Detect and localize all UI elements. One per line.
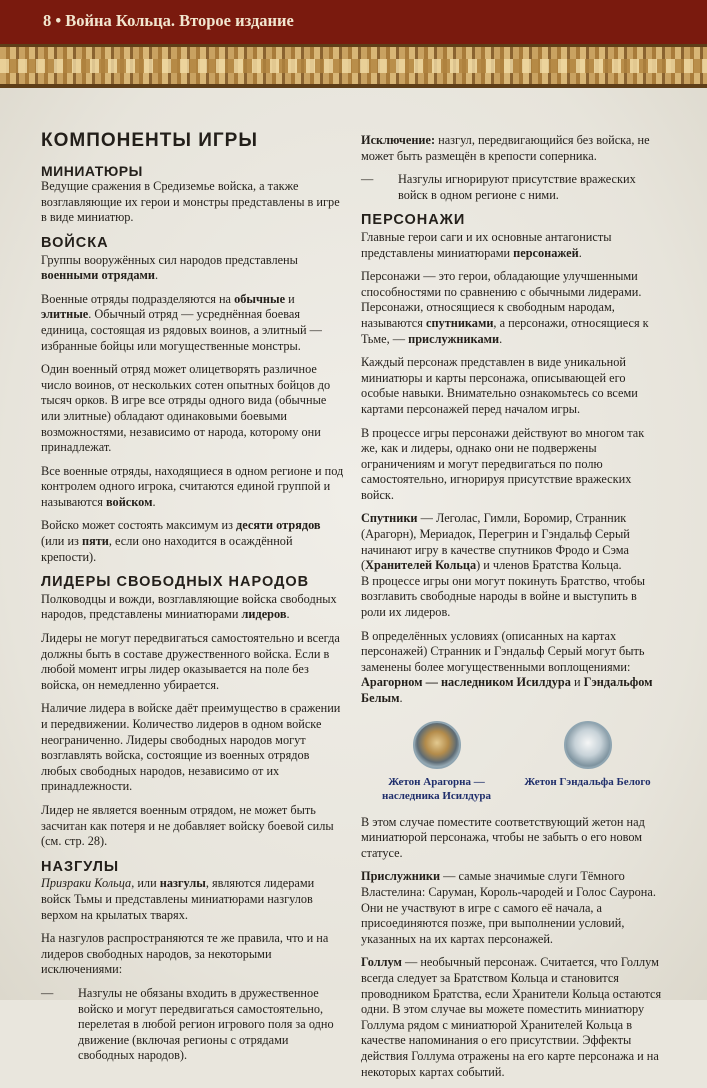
army-paragraph-1: Группы вооружённых сил народов представлены военными отрядами. (41, 252, 298, 283)
gandalf-token-caption: Жетон Гэндальфа Белого (524, 775, 651, 788)
right-column (361, 133, 663, 1088)
characters-paragraph-2: Персонажи — это герои, обладающие улучшенными способностями по сравнению с обычными лидерами. Персонажи, относящиеся к свободным народам, называются спутниками, а персонажи, относящиеся к Тьме, — прислужниками. (361, 269, 649, 346)
gandalf-token (518, 721, 658, 803)
leaders-paragraph-1: Полководцы и вожди, возглавляющие войска свободных народов, представлены миниатюрами лидеров. (41, 591, 337, 622)
ornament-band (0, 59, 707, 73)
left-column (41, 130, 346, 1072)
miniatures-text: Ведущие сражения в Средиземье войска, а также возглавляющие их герои и монстры представлены в игре в виде миниатюр. (41, 179, 340, 225)
nazgul-paragraph-2: На назгулов распространяются те же правила, что и на лидеров свободных народов, за некоторыми исключениями: (41, 931, 329, 977)
characters-paragraph-3: Каждый персонаж представлен в виде уникальной миниатюры и карты персонажа, описывающей его особые навыки. Внимательно ознакомьтесь со всеми картами персонажей перед началом игры. (361, 355, 638, 416)
characters-paragraph-1: Главные герои саги и их основные антагонисты представлены миниатюрами персонажей. (361, 229, 612, 260)
aragorn-token-icon (413, 721, 461, 769)
transform-paragraph: В определённых условиях (описанных на картах персонажей) Странник и Гэндальф Серый могут быть заменены более могущественными воплощениями: Арагорном — наследником Исилдура и Гэндальфом Белым. (361, 628, 653, 705)
leaders-paragraph-2: Лидеры не могут передвигаться самостоятельно и всегда должны быть в составе дружественного войска. Если в любой момент игры лидер оказывается на поле без войска, он немедленно убирается. (41, 631, 340, 692)
miniatures-heading: МИНИАТЮРЫ (41, 162, 143, 179)
leaders-paragraph-4: Лидер не является военным отрядом, не может быть засчитан как потеря и не добавляет войску боевой силы (см. стр. 28). (41, 802, 334, 849)
bullet-dash: — (41, 985, 54, 1000)
nazgul-rule-2 (361, 172, 663, 203)
bullet-text: Назгулы игнорируют присутствие вражеских войск в одном регионе с ними. (398, 172, 636, 202)
token-paragraph: В этом случае поместите соответствующий жетон над миниатюрой персонажа, чтобы не забыть о его новом статусе. (361, 814, 645, 860)
bullet-text: Назгулы не обязаны входить в дружественное войско и могут передвигаться самостоятельно, перелетая в любой регион игрового поля за одно движение (включая регионы с отрядами свободных народов). (78, 985, 334, 1063)
companions-paragraph: Спутники — Леголас, Гимли, Боромир, Странник (Арагорн), Мериадок, Перегрин и Гэндальф Серый начинают игру в качестве спутников Фродо и Сэма (Хранителей Кольца) и членов Братства Кольца. В процессе игры они могут покинуть Братство, чтобы возглавить свободные народы в войне и выступить в роли их лидеров. (361, 511, 646, 620)
aragorn-token (367, 721, 507, 803)
exception-paragraph: Исключение: назгул, передвигающийся без войска, не может быть размещён в крепости соперника. (361, 133, 650, 163)
gandalf-token-icon (564, 721, 612, 769)
page-header (0, 0, 707, 44)
header-title: 8 • Война Кольца. Второе издание (43, 11, 294, 30)
nazgul-paragraph-1: Призраки Кольца, или назгулы, являются лидерами войск Тьмы и представлены миниатюрами назгулов верхом на крылатых тварях. (41, 876, 315, 922)
army-paragraph-3: Один военный отряд может олицетворять различное число воинов, от нескольких сотен опытных бойцов до тысяч орков. В игре все отряды одного вида (обычные или элитные) обладают одинаковыми боевыми возможностями, независимо от народа, которому они принадлежат. (41, 362, 331, 455)
aragorn-token-caption: Жетон Арагорна — наследника Исилдура (382, 775, 491, 802)
section-heading: КОМПОНЕНТЫ ИГРЫ (41, 130, 258, 151)
minions-paragraph: Прислужники — самые значимые слуги Тёмного Властелина: Саруман, Король-чародей и Голос Саурона. Они не участвуют в игре с самого её начала, а присоединяются позже, при выполнении условий, указанных на их картах персонажей. (361, 869, 656, 946)
characters-heading: ПЕРСОНАЖИ (361, 212, 466, 229)
leaders-paragraph-3: Наличие лидера в войске даёт преимущество в сражении и передвижении. Количество лидеров в одном войске неограниченно. Лидеры свободных народов могут возглавлять войска, состоящие из военных отрядов любых свободных народов, независимо от их принадлежности. (41, 701, 341, 794)
token-images (361, 721, 663, 803)
army-paragraph-2: Военные отряды подразделяются на обычные и элитные. Обычный отряд — усреднённая боевая единица, состоящая из рядовых воинов, а элитный — избранные бойцы или могущественные монстры. (41, 291, 322, 353)
bullet-dash: — (361, 172, 374, 187)
army-paragraph-4: Все военные отряды, находящиеся в одном регионе и под контролем одного игрока, считаются единой группой и называются войском. (41, 463, 344, 509)
gollum-paragraph: Голлум — необычный персонаж. Считается, что Голлум всегда следует за Братством Кольца и становится проводником Братства, если Хранители Кольца остаются одни. В этом случае вы можете поместить миниатюру Голлума рядом с миниатюрой Хранителей Кольца в качестве напоминания о его присутствии. Эффекты действия Голлума отражены на его карте персонажа и на некоторых картах событий. (361, 955, 662, 1079)
army-paragraph-5: Войско может состоять максимум из десяти отрядов (или из пяти, если оно находится в осаждённой крепости). (41, 518, 321, 564)
ornamental-border (0, 44, 707, 88)
army-heading: ВОЙСКА (41, 234, 109, 251)
leaders-heading: ЛИДЕРЫ СВОБОДНЫХ НАРОДОВ (41, 574, 310, 591)
nazgul-rule-1 (41, 986, 346, 1064)
characters-paragraph-4: В процессе игры персонажи действуют во многом так же, как и лидеры, однако они не подвержены ограничениям и могут передвигаться по полю самостоятельно, игнорируя присутствие вражеских войск. (361, 425, 645, 502)
nazgul-heading: НАЗГУЛЫ (41, 858, 120, 875)
